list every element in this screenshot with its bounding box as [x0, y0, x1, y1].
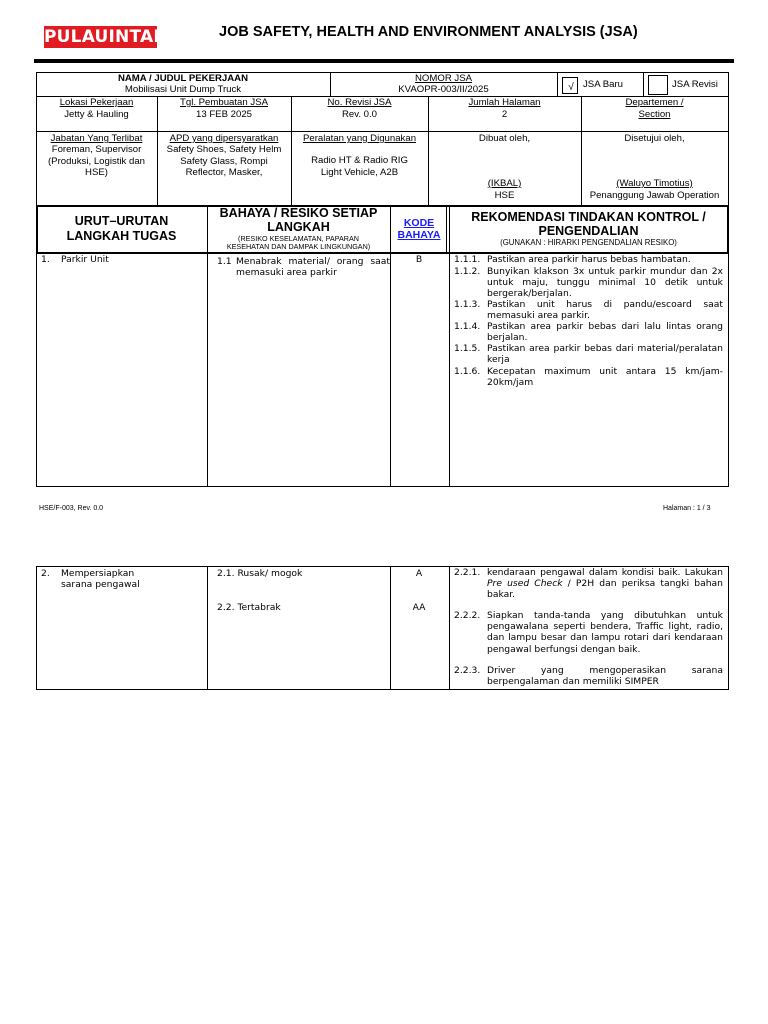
equipment-line-2: Light Vehicle, A2B — [320, 167, 399, 178]
jsa-new-checkbox[interactable] — [562, 77, 578, 94]
col-header-hazard-sub-2: KESEHATAN DAN DAMPAK LINGKUNGAN) — [226, 242, 371, 251]
col-header-recommend-sub: (GUNAKAN : HIRARKI PENGENDALIAN RESIKO) — [500, 238, 677, 247]
date-value: 13 FEB 2025 — [195, 109, 252, 120]
made-by-label: Dibuat oleh, — [478, 133, 531, 144]
recommendation-text: Bunyikan klakson 3x untuk parkir mundur dan 2x untuk maju, tunggu minimal 10 detik untuk bergerak/berjalan. — [487, 266, 723, 300]
col-header-steps-1: URUT–URUTAN — [74, 214, 169, 228]
revision-value: Rev. 0.0 — [341, 109, 378, 120]
recommendation-text: Siapkan tanda-tanda yang dibutuhkan untuk pengawalana seperti bendera, Traffic light, radio, dan lampu besar dan lampu rotari dari kendaraan pengawal berfungsi dengan baik. — [487, 610, 723, 655]
jsa-number-value: KVAOPR-003/II/2025 — [398, 84, 489, 95]
recommendation-item — [454, 343, 723, 365]
step-text-line-1: Mempersiapkan — [61, 568, 135, 579]
col-header-hazard-2: LANGKAH — [267, 220, 330, 234]
recommendation-item — [454, 321, 723, 343]
col-header-code-2[interactable]: BAHAYA — [397, 229, 441, 241]
recommendation-text: Pastikan area parkir harus bebas hambatan. — [487, 254, 691, 265]
approved-by-label: Disetujui oleh, — [624, 133, 685, 144]
recommendation-number: 1.1.1. — [454, 254, 481, 265]
location-label: Lokasi Pekerjaan — [59, 97, 134, 108]
recommendation-text: Pastikan area parkir bebas dari material/peralatan kerja — [487, 343, 723, 366]
col-header-hazard-sub-1: (RESIKO KESELAMATAN, PAPARAN — [238, 234, 359, 243]
hazard-code: B — [415, 254, 423, 265]
hazard-text: 2.2. Tertabrak — [217, 602, 281, 613]
recommendation-number: 1.1.5. — [454, 343, 481, 354]
step-number: 1. — [41, 254, 50, 265]
recommendation-item — [454, 254, 723, 265]
ppe-label: APD yang dipersyaratkan — [169, 133, 279, 144]
ppe-line-2: Safety Glass, Rompi — [180, 156, 268, 167]
revision-label: No. Revisi JSA — [327, 97, 392, 108]
positions-line-3: HSE) — [85, 167, 108, 178]
approved-by-name: (Waluyo Timotius) — [616, 178, 693, 189]
recommendation-number: 1.1.2. — [454, 266, 481, 277]
hazard-text: Menabrak material/ orang saat memasuki area parkir — [236, 256, 390, 279]
section-label: Section — [638, 109, 671, 120]
hazard-text: 2.1. Rusak/ mogok — [217, 568, 303, 579]
job-title-label: NAMA / JUDUL PEKERJAAN — [117, 73, 249, 84]
equipment-label: Peralatan yang Digunakan — [302, 133, 417, 144]
recommendation-item — [454, 610, 723, 655]
check-mark-icon: √ — [568, 82, 574, 93]
made-by-role: HSE — [494, 190, 515, 201]
ppe-line-1: Safety Shoes, Safety Helm — [166, 144, 282, 155]
col-header-code-1[interactable]: KODE — [403, 217, 435, 229]
pages-value: 2 — [501, 109, 508, 120]
recommendation-number: 2.2.1. — [454, 567, 481, 578]
col-header-recommend-2: PENGENDALIAN — [538, 224, 639, 238]
job-title-value: Mobilisasi Unit Dump Truck — [124, 84, 242, 95]
col-header-steps-2: LANGKAH TUGAS — [66, 229, 177, 243]
pages-label: Jumlah Halaman — [468, 97, 541, 108]
date-label: Tgl. Pembuatan JSA — [180, 97, 268, 108]
recommendation-text: Kecepatan maximum unit antara 15 km/jam-20km/jam — [487, 366, 723, 389]
hazard-code: AA — [412, 602, 426, 613]
col-header-hazard-1: BAHAYA / RESIKO SETIAP — [219, 206, 378, 220]
recommendation-text: Driver yang mengoperasikan sarana berpengalaman dan memiliki SIMPER — [487, 665, 723, 688]
page-number: Halaman : 1 / 3 — [663, 505, 711, 512]
company-logo: PULAUINTAN — [44, 27, 168, 47]
made-by-name: (IKBAL) — [487, 178, 522, 189]
title-divider — [34, 59, 734, 63]
step-number: 2. — [41, 568, 50, 579]
approved-by-role: Penanggung Jawab Operation — [589, 190, 720, 201]
jsa-new-label: JSA Baru — [583, 79, 623, 90]
department-label: Departemen / — [625, 97, 684, 108]
recommendation-number: 1.1.3. — [454, 299, 481, 310]
recommendation-number: 2.2.2. — [454, 610, 481, 621]
equipment-line-1: Radio HT & Radio RIG — [311, 155, 408, 166]
recommendation-number: 1.1.4. — [454, 321, 481, 332]
col-header-recommend-1: REKOMENDASI TINDAKAN KONTROL / — [471, 210, 706, 224]
recommendation-text: Pastikan area parkir bebas dari lalu lintas orang berjalan. — [487, 321, 723, 344]
positions-line-2: (Produksi, Logistik dan — [47, 156, 146, 167]
recommendation-item — [454, 567, 723, 601]
positions-label: Jabatan Yang Terlibat — [50, 133, 143, 144]
recommendation-item — [454, 299, 723, 321]
jsa-revision-checkbox[interactable] — [648, 75, 668, 95]
hazard-code: A — [415, 568, 423, 579]
step-text: Parkir Unit — [61, 254, 109, 265]
form-code: HSE/F-003, Rev. 0.0 — [39, 505, 104, 512]
recommendation-item — [454, 266, 723, 300]
ppe-line-3: Reflector, Masker, — [185, 167, 263, 178]
step-text-line-2: sarana pengawal — [61, 579, 140, 590]
document-title: JOB SAFETY, HEALTH AND ENVIRONMENT ANALYSIS (JSA) — [219, 24, 638, 40]
hazard-number: 1.1 — [217, 256, 232, 267]
recommendation-item — [454, 665, 723, 687]
recommendation-number: 2.2.3. — [454, 665, 481, 676]
recommendation-text: kendaraan pengawal dalam kondisi baik. Lakukan Pre used Check / P2H dan periksa tangki bahan bakar. — [487, 567, 723, 601]
location-value: Jetty & Hauling — [64, 109, 129, 120]
recommendation-item — [454, 366, 723, 388]
recommendation-text: Pastikan unit harus di pandu/escoard saat memasuki area parkir. — [487, 299, 723, 322]
positions-line-1: Foreman, Supervisor — [51, 144, 142, 155]
recommendation-number: 1.1.6. — [454, 366, 481, 377]
jsa-number-label: NOMOR JSA — [414, 73, 473, 84]
jsa-revision-label: JSA Revisi — [672, 79, 718, 90]
